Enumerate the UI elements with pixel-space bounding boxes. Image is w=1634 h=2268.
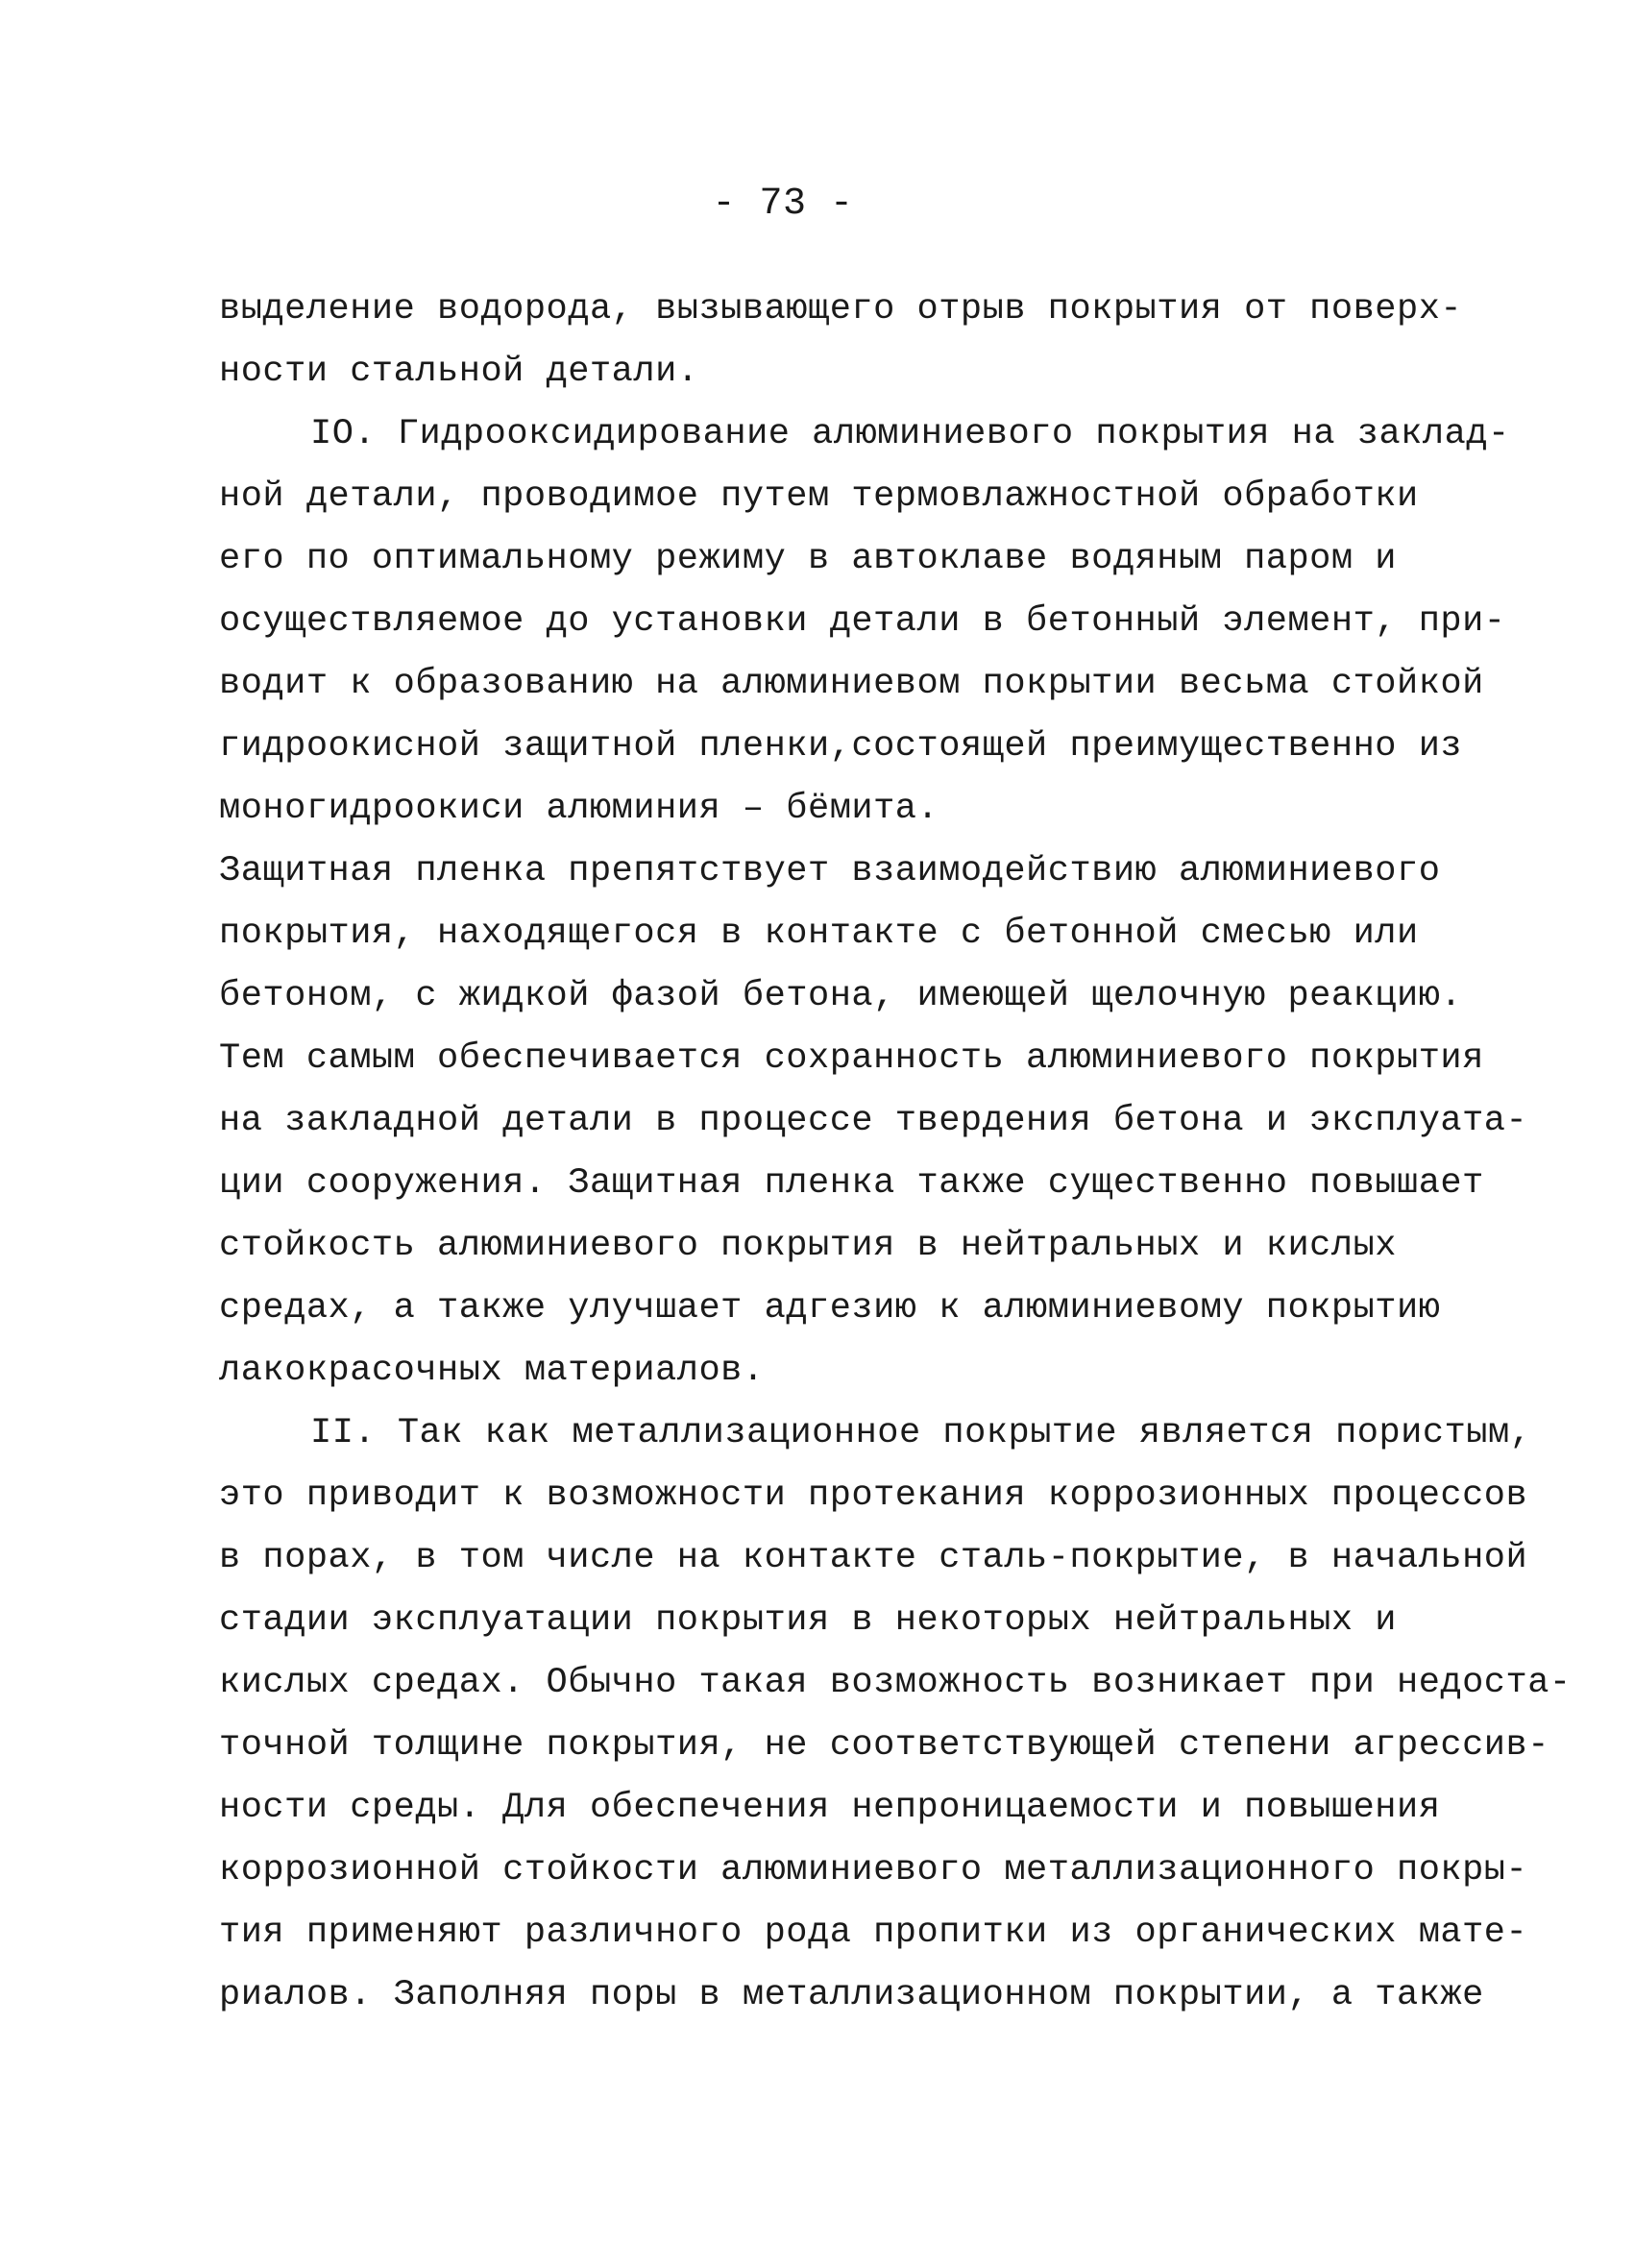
- text-line: покрытия, находящегося в контакте с бетонной смесью или: [219, 914, 1419, 954]
- text-line: IO. Гидрооксидирование алюминиевого покрытия на заклад-: [310, 414, 1510, 454]
- text-line: моногидроокиси алюминия – бёмита.: [219, 789, 939, 829]
- text-line: осуществляемое до установки детали в бетонный элемент, при-: [219, 601, 1506, 642]
- text-line: в порах, в том числе на контакте сталь-покрытие, в начальной: [219, 1538, 1528, 1578]
- text-line: его по оптимальному режиму в автоклаве водяным паром и: [219, 539, 1397, 579]
- text-line: водит к образованию на алюминиевом покрытии весьма стойкой: [219, 664, 1484, 704]
- text-line: ности среды. Для обеспечения непроницаемости и повышения: [219, 1788, 1441, 1828]
- text-line: выделение водорода, вызывающего отрыв покрытия от поверх-: [219, 289, 1463, 329]
- text-line: кислых средах. Обычно такая возможность возникает при недоста-: [219, 1663, 1572, 1703]
- text-line: точной толщине покрытия, не соответствующей степени агрессив-: [219, 1725, 1549, 1766]
- text-line: лакокрасочных материалов.: [219, 1351, 765, 1391]
- text-line: средах, а также улучшает адгезию к алюминиевому покрытию: [219, 1288, 1441, 1329]
- body-text: [219, 279, 1572, 2027]
- text-line: ной детали, проводимое путем термовлажностной обработки: [219, 476, 1419, 517]
- text-line: коррозионной стойкости алюминиевого металлизационного покры-: [219, 1850, 1528, 1890]
- text-line: риалов. Заполняя поры в металлизационном покрытии, а также: [219, 1975, 1484, 2015]
- text-line: II. Так как металлизационное покрытие является пористым,: [310, 1413, 1532, 1453]
- text-line: стадии эксплуатации покрытия в некоторых нейтральных и: [219, 1600, 1397, 1641]
- text-line: Защитная пленка препятствует взаимодействию алюминиевого: [219, 851, 1441, 891]
- text-line: тия применяют различного рода пропитки из органических мате-: [219, 1913, 1528, 1953]
- text-line: стойкость алюминиевого покрытия в нейтральных и кислых: [219, 1226, 1397, 1266]
- text-line: бетоном, с жидкой фазой бетона, имеющей щелочную реакцию.: [219, 976, 1463, 1016]
- text-line: ности стальной детали.: [219, 352, 699, 392]
- text-line: гидроокисной защитной пленки,состоящей преимущественно из: [219, 726, 1463, 767]
- page-number: - 73 -: [712, 183, 854, 226]
- text-line: на закладной детали в процессе твердения бетона и эксплуата-: [219, 1101, 1528, 1141]
- text-line: Тем самым обеспечивается сохранность алюминиевого покрытия: [219, 1038, 1484, 1079]
- text-line: это приводит к возможности протекания коррозионных процессов: [219, 1475, 1528, 1516]
- text-line: ции сооружения. Защитная пленка также существенно повышает: [219, 1163, 1484, 1204]
